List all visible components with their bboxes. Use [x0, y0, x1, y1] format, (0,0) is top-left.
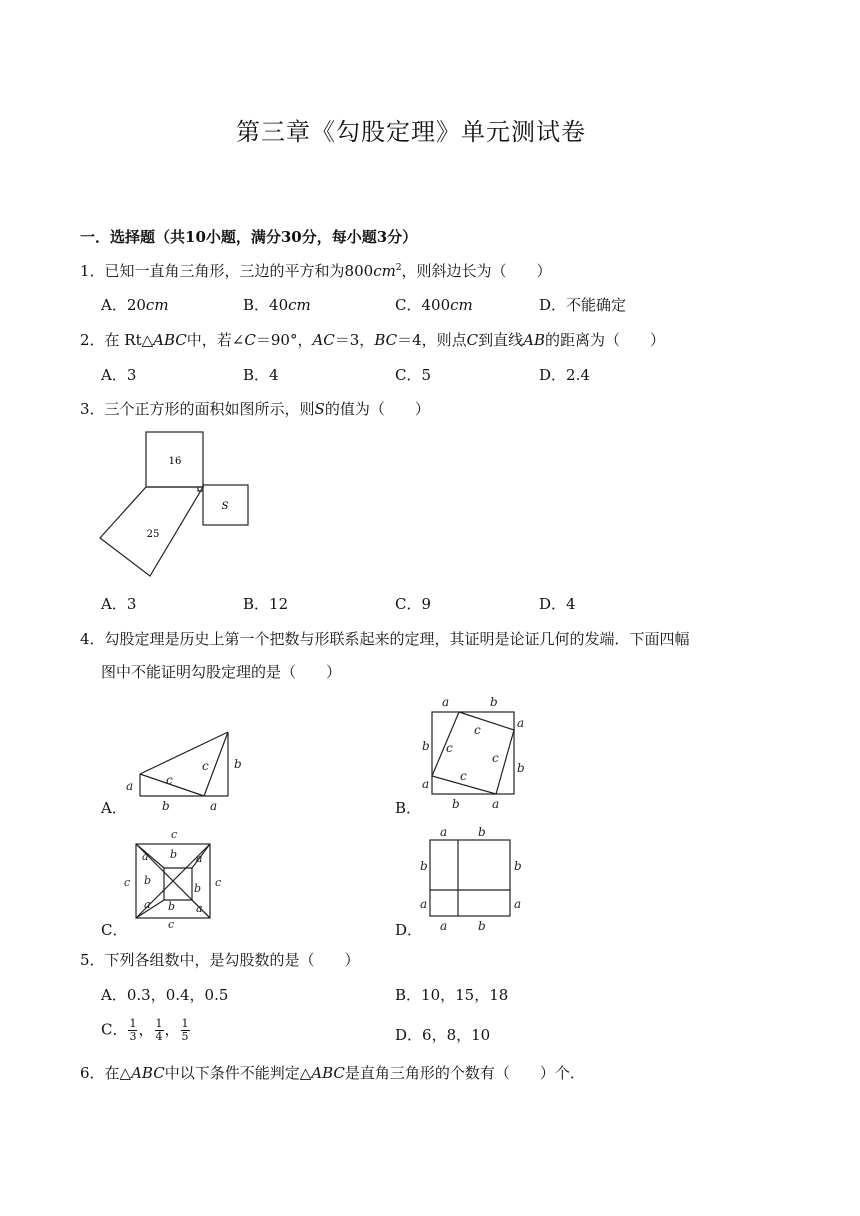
q1-option-d: D．不能确定 — [539, 296, 627, 314]
svg-text:a: a — [420, 897, 428, 911]
svg-text:c: c — [446, 741, 453, 755]
svg-text:b: b — [478, 825, 486, 839]
q3-option-d: D．4 — [539, 595, 576, 613]
svg-text:c: c — [460, 769, 467, 783]
svg-text:c: c — [166, 773, 173, 787]
svg-text:c: c — [492, 751, 499, 765]
svg-text:a: a — [144, 898, 151, 911]
label-16: 16 — [168, 456, 182, 467]
svg-text:b: b — [517, 761, 525, 775]
svg-text:c: c — [168, 918, 175, 931]
svg-text:c: c — [124, 876, 131, 889]
q5-option-d: D．6，8，10 — [395, 1026, 491, 1044]
q1-text-b: ，则斜边长为（ ） — [401, 262, 552, 280]
svg-text:b: b — [478, 919, 486, 933]
fraction-1-5: $\frac{1}{5}$ — [181, 1017, 189, 1043]
page-title: 第三章《勾股定理》单元测试卷 — [236, 118, 586, 146]
q2-option-a: A．3 — [101, 366, 137, 384]
question-6: 6．在△ABC中以下条件不能判定△ABC是直角三角形的个数有（ ）个． — [80, 1064, 585, 1082]
q4-figure-a — [120, 728, 250, 813]
svg-text:b: b — [194, 882, 202, 895]
q4-option-c: C． — [101, 921, 128, 939]
q3-option-b: B．12 — [243, 595, 289, 613]
svg-text:c: c — [215, 876, 222, 889]
svg-text:a: a — [517, 716, 525, 730]
q2-option-c: C．5 — [395, 366, 432, 384]
fraction-1-3: $\frac{1}{3}$ — [129, 1017, 137, 1043]
svg-text:c: c — [202, 759, 209, 773]
svg-text:b: b — [144, 874, 152, 887]
svg-text:a: a — [514, 897, 522, 911]
svg-text:a: a — [210, 799, 218, 813]
q3-squares-figure — [95, 428, 255, 583]
fraction-1-4: $\frac{1}{4}$ — [155, 1017, 163, 1043]
q2-option-d: D．2.4 — [539, 366, 590, 384]
svg-text:a: a — [142, 850, 149, 863]
question-5: 5．下列各组数中，是勾股数的是（ ） — [80, 951, 360, 969]
svg-text:a: a — [492, 797, 500, 811]
q2-option-b: B．4 — [243, 366, 279, 384]
svg-text:b: b — [234, 757, 242, 771]
q4-figure-b — [414, 692, 534, 810]
q1-option-a: A．20cm — [101, 296, 169, 314]
q1-unit: cm — [373, 262, 396, 280]
q4-option-d: D． — [395, 921, 423, 939]
q4-option-b: B． — [395, 799, 422, 817]
q1-text-a: 1．已知一直角三角形，三边的平方和为800 — [80, 262, 374, 280]
q5-option-c: C． $\frac{1}{3}$ ， $\frac{1}{4}$ ， $\frac{1}{5}$ — [101, 1017, 189, 1043]
q4-figure-c — [120, 828, 230, 930]
q3-option-c: C．9 — [395, 595, 432, 613]
svg-text:c: c — [474, 723, 481, 737]
question-4-line2: 图中不能证明勾股定理的是（ ） — [101, 663, 342, 681]
label-25: 25 — [146, 529, 160, 540]
question-4-line1: 4．勾股定理是历史上第一个把数与形联系起来的定理，其证明是论证几何的发端．下面四幅 — [80, 630, 690, 648]
q5-option-b: B．10，15，18 — [395, 986, 509, 1004]
svg-text:a: a — [126, 779, 134, 793]
svg-text:b: b — [168, 900, 176, 913]
svg-text:a: a — [440, 825, 448, 839]
svg-text:a: a — [422, 777, 430, 791]
svg-text:b: b — [514, 859, 522, 873]
svg-text:a: a — [442, 695, 450, 709]
question-1 — [80, 260, 552, 281]
svg-text:a: a — [196, 902, 203, 915]
q5-option-a: A．0.3，0.4，0.5 — [101, 986, 229, 1004]
svg-text:b: b — [452, 797, 460, 811]
question-3: 3．三个正方形的面积如图所示，则S的值为（ ） — [80, 400, 430, 418]
q1-option-c: C．400cm — [395, 296, 473, 314]
svg-text:b: b — [420, 859, 428, 873]
label-s: S — [221, 501, 229, 512]
q4-figure-d — [414, 822, 534, 934]
q1-option-b: B．40cm — [243, 296, 311, 314]
q4-option-a: A． — [101, 799, 127, 817]
svg-text:b: b — [490, 695, 498, 709]
question-2: 2．在 Rt△ABC中，若∠C＝90°，AC＝3，BC＝4，则点C到直线AB的距离为（ ） — [80, 331, 666, 349]
svg-text:a: a — [440, 919, 448, 933]
svg-text:b: b — [162, 799, 170, 813]
svg-text:b: b — [422, 739, 430, 753]
svg-text:a: a — [196, 852, 203, 865]
q1-superscript: 2 — [395, 263, 402, 273]
section-header: 一．选择题（共10小题，满分30分，每小题3分） — [80, 228, 418, 246]
svg-text:c: c — [171, 828, 178, 841]
q3-option-a: A．3 — [101, 595, 137, 613]
svg-text:b: b — [170, 848, 178, 861]
